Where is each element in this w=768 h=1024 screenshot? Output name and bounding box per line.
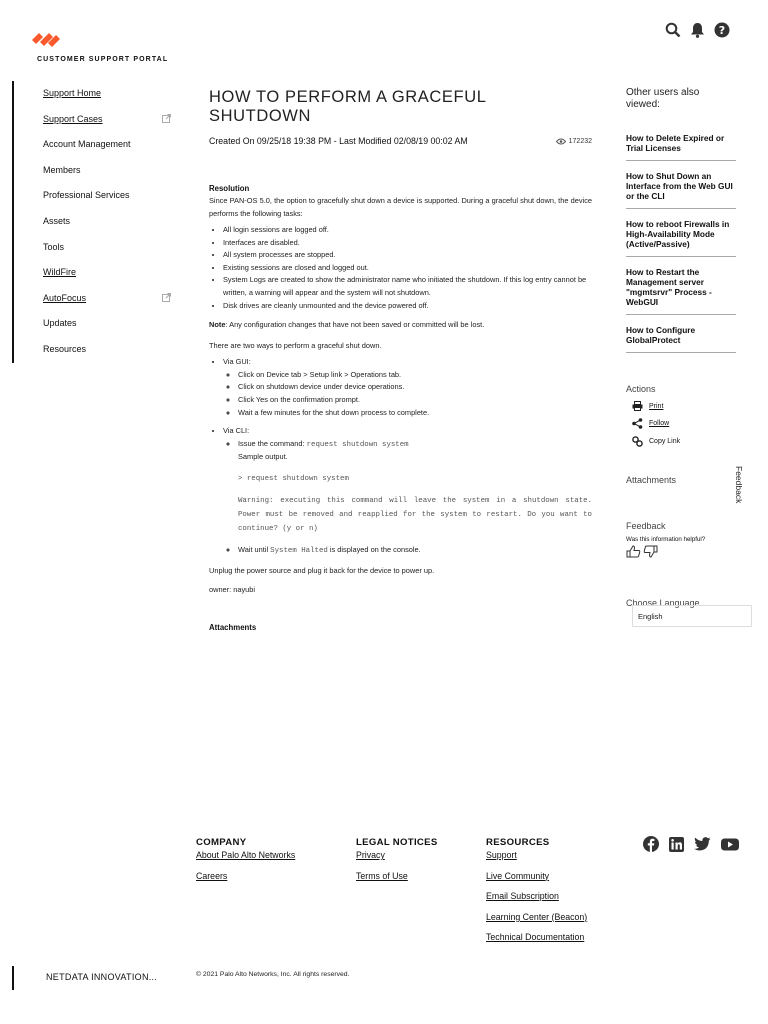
feedback-label: Feedback [626, 521, 666, 531]
footer-legal [356, 837, 438, 890]
footer-link[interactable]: Technical Documentation [486, 932, 585, 943]
footer-link[interactable]: Learning Center (Beacon) [486, 911, 588, 922]
related-article-link[interactable]: How to reboot Firewalls in High-Availability Mode (Active/Passive) [626, 215, 736, 257]
list-item: ◦ Wait a few minutes for the shut down process to complete. [238, 407, 592, 420]
language-label: Choose Language [626, 598, 700, 608]
resolution-heading: Resolution [209, 184, 250, 193]
list-item: ◦ Wait until System Halted is displayed on the console. [238, 544, 592, 558]
list-item: • Existing sessions are closed and logged out. [223, 262, 592, 275]
sidebar-item-members[interactable]: Members [43, 164, 81, 175]
attachments-heading: Attachments [209, 622, 257, 632]
footer-heading: COMPANY [196, 837, 247, 848]
footer-heading: LEGAL NOTICES [356, 837, 438, 848]
list-item: ◦ Click Yes on the confirmation prompt. [238, 394, 592, 407]
actions-label: Actions [626, 384, 656, 394]
print-action[interactable]: Print [626, 401, 736, 411]
palo-alto-logo[interactable] [32, 28, 62, 50]
gui-steps [238, 369, 592, 419]
youtube-icon[interactable] [721, 838, 739, 851]
footer-indicator [12, 966, 14, 990]
footer-link[interactable]: Live Community [486, 870, 550, 881]
list-item: • All system processes are stopped. [223, 249, 592, 262]
list-item: • Via CLI: ◦ Issue the command: request shutdown system Sample output. > request shutdown system Warning: executing this command will leave the system in a shutdown state. Power must be removed and reapplied for the system to restart. Do you want to continue? (y or n) ◦ Wait until System Halted is displayed on the console. [223, 425, 592, 557]
copy-link-action[interactable]: Copy Link [626, 436, 736, 447]
article-body [209, 183, 592, 633]
share-icon [632, 418, 643, 429]
intro-paragraph: Since PAN-OS 5.0, the option to gracefully shut down a device is supported. During a graceful shut down, the device performs the following tasks: [209, 196, 592, 218]
language-select[interactable]: English [632, 605, 752, 627]
follow-action[interactable]: Follow [626, 418, 736, 429]
list-item: ◦ Click on Device tab > Setup link > Operations tab. [238, 369, 592, 382]
note-paragraph: Note: Any configuration changes that have not been saved or committed will be lost. [209, 320, 485, 330]
footer-link[interactable]: Support [486, 850, 517, 860]
other-users-title: Other users also viewed: [626, 87, 700, 110]
social-links [643, 836, 739, 852]
list-item: • Disk drives are cleanly unmounted and the device powered off. [223, 300, 592, 313]
task-list [223, 224, 592, 312]
owner-line: owner: nayubi [209, 584, 256, 594]
footer-link[interactable]: Terms of Use [356, 870, 408, 881]
external-link-icon [162, 293, 171, 302]
sidebar-item-tools[interactable]: Tools [43, 241, 65, 252]
sidebar-item-professional-services[interactable]: Professional Services [43, 190, 130, 201]
list-item: • All login sessions are logged off. [223, 224, 592, 237]
view-count: 172232 [556, 138, 592, 145]
sidebar-item-support-cases[interactable]: Support Cases [43, 113, 173, 139]
feedback-question: Was this information helpful? [626, 536, 706, 543]
footer-link[interactable]: About Palo Alto Networks [196, 850, 296, 860]
sidebar-item-resources[interactable]: Resources [43, 343, 87, 354]
sidebar-item-support-home[interactable]: Support Home [43, 88, 102, 98]
sidebar-item-assets[interactable]: Assets [43, 215, 71, 226]
article-header [209, 88, 592, 146]
thumbs-down-icon[interactable] [643, 545, 658, 558]
sidebar-item-updates[interactable]: Updates [43, 318, 77, 329]
article-dates: Created On 09/25/18 19:38 PM - Last Modified 02/08/19 00:02 AM [209, 136, 468, 146]
footer-company [196, 837, 295, 890]
related-articles [626, 129, 736, 353]
related-article-link[interactable]: How to Delete Expired or Trial Licenses [626, 129, 736, 161]
sidebar-item-autofocus[interactable]: AutoFocus [43, 292, 173, 318]
list-item: • System Logs are created to show the administrator name who initiated the shutdown. If this log entry cannot be written, a warning will appear and the system will not shutdown. [223, 274, 592, 299]
footer-heading: RESOURCES [486, 837, 550, 848]
related-article-link[interactable]: How to Shut Down an Interface from the Web GUI or the CLI [626, 167, 736, 209]
sidebar-item-wildfire[interactable]: WildFire [43, 267, 76, 278]
print-icon [632, 401, 643, 411]
footer-link[interactable]: Email Subscription [486, 891, 559, 902]
footer-link[interactable]: Privacy [356, 850, 385, 860]
search-icon[interactable] [665, 22, 681, 38]
footer-link[interactable]: Careers [196, 870, 228, 881]
related-article-link[interactable]: How to Restart the Management server "mgmtsrvr" Process - WebGUI [626, 263, 736, 315]
link-icon [632, 436, 643, 447]
cli-prompt: > request shutdown system [238, 474, 349, 483]
attachments-label: Attachments [626, 475, 677, 485]
list-item: • Via GUI: ◦ Click on Device tab > Setup link > Operations tab. ◦ Click on shutdown device under device operations. ◦ Click Yes on the confirmation prompt. ◦ Wait a few minutes for the shut down process to complete. [223, 356, 592, 419]
cli-warning: Warning: executing this command will leave the system in a shutdown state. Power must be removed and reapplied for the system to restart. Do you want to continue? (y or n) [238, 496, 592, 533]
sidebar-item-account-management[interactable]: Account Management [43, 139, 131, 150]
portal-title: CUSTOMER SUPPORT PORTAL [37, 56, 169, 63]
feedback-buttons [626, 545, 736, 558]
bell-icon[interactable] [690, 22, 705, 38]
header-icons [665, 22, 730, 38]
list-item: • Interfaces are disabled. [223, 237, 592, 250]
twitter-icon[interactable] [694, 837, 711, 851]
facebook-icon[interactable] [643, 836, 659, 852]
thumbs-up-icon[interactable] [626, 545, 641, 558]
unplug-paragraph: Unplug the power source and plug it back for the device to power up. [209, 565, 435, 575]
list-item: ◦ Click on shutdown device under device operations. [238, 381, 592, 394]
bottom-brand: NETDATA INNOVATION... [46, 972, 158, 982]
sidebar-indicator [12, 81, 14, 363]
svg-text:?: ? [718, 23, 726, 37]
method-list [223, 356, 592, 557]
cli-steps [238, 438, 592, 558]
eye-icon [556, 138, 566, 145]
related-article-link[interactable]: How to Configure GlobalProtect [626, 321, 736, 353]
sidebar-nav [43, 87, 173, 369]
two-ways-paragraph: There are two ways to perform a graceful shut down. [209, 341, 382, 351]
help-icon[interactable] [714, 22, 730, 38]
linkedin-icon[interactable] [669, 837, 684, 852]
copyright: © 2021 Palo Alto Networks, Inc. All rights reserved. [196, 971, 350, 978]
right-column [626, 87, 736, 608]
external-link-icon [162, 114, 171, 123]
page-title: HOW TO PERFORM A GRACEFUL SHUTDOWN [209, 88, 486, 125]
footer-resources [486, 837, 587, 952]
list-item: ◦ Issue the command: request shutdown system Sample output. > request shutdown system Warning: executing this command will leave the system in a shutdown state. Power must be removed and reapplied for the system to restart. Do you want to continue? (y or n) [238, 438, 592, 536]
feedback-tab[interactable]: Feedback [734, 466, 744, 504]
